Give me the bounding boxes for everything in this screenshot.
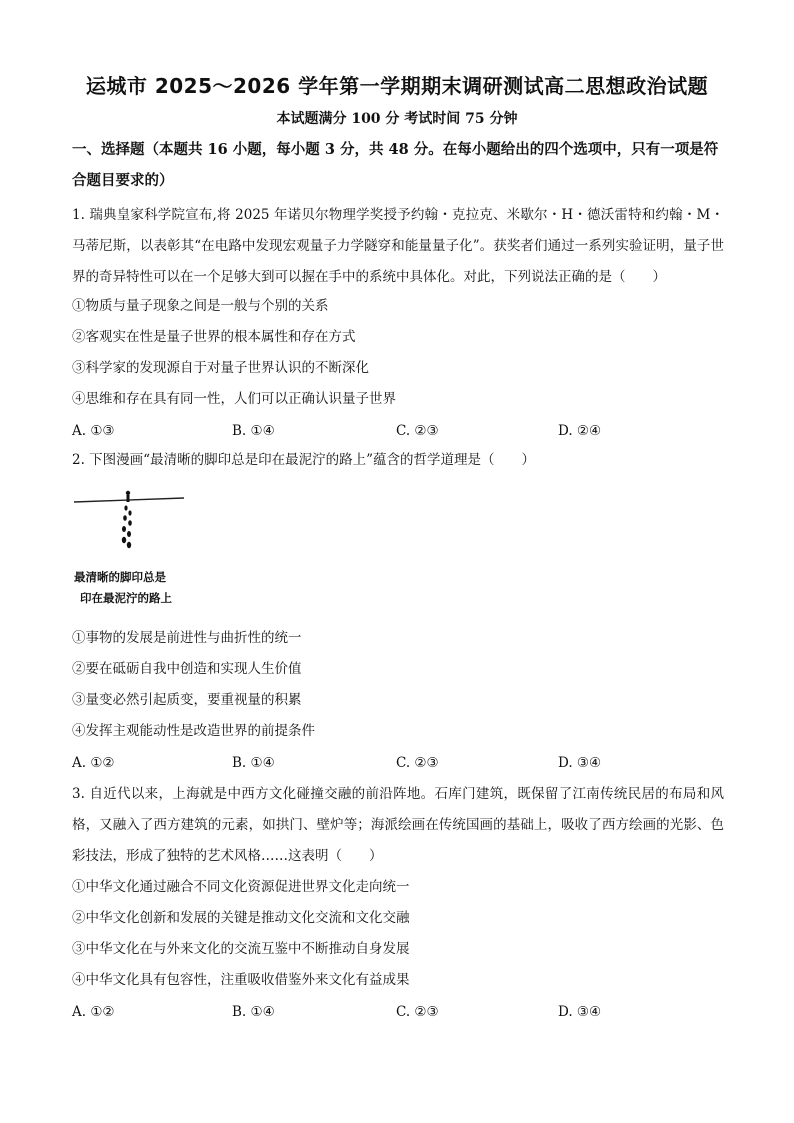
- exam-subtitle: 本试题满分 100 分 考试时间 75 分钟: [276, 111, 518, 127]
- question-1-choice-a[interactable]: A. ①③: [72, 423, 115, 439]
- question-3-choice-d[interactable]: D. ③④: [558, 1004, 602, 1020]
- question-2-option-3: ③量变必然引起质变，要重视量的积累: [72, 692, 302, 708]
- question-3-option-2: ②中华文化创新和发展的关键是推动文化交流和文化交融: [72, 910, 410, 926]
- question-1-choices: [72, 421, 732, 441]
- question-2-option-4: ④发挥主观能动性是改造世界的前提条件: [72, 723, 315, 739]
- question-2-option-2: ②要在砥砺自我中创造和实现人生价值: [72, 661, 302, 677]
- question-2-stem: 2. 下图漫画“最清晰的脚印总是印在最泥泞的路上”蕴含的哲学道理是（ ）: [72, 452, 535, 468]
- question-1-choice-c[interactable]: C. ②③: [396, 423, 439, 439]
- question-3-option-4: ④中华文化具有包容性，注重吸收借鉴外来文化有益成果: [72, 972, 410, 988]
- question-1-choice-b[interactable]: B. ①④: [232, 423, 275, 439]
- question-2-option-1: ①事物的发展是前进性与曲折性的统一: [72, 630, 302, 646]
- question-2-choice-a[interactable]: A. ①②: [72, 755, 115, 771]
- question-1-stem: 1. 瑞典皇家科学院宣布,将 2025 年诺贝尔物理学奖授予约翰・克拉克、米歇尔・H・德沃雷特和约翰・M・马蒂尼斯，以表彰其“在电路中发现宏观量子力学隧穿和能量量子化”。获奖者们通过一系列实验证明，量子世界的奇异特性可以在一个足够大到可以握在手中的系统中具体化。对此，下列说法正确的是（ ）: [72, 207, 724, 285]
- question-3-choice-a[interactable]: A. ①②: [72, 1004, 115, 1020]
- comic-image: [72, 484, 192, 614]
- question-1-option-2: ②客观实在性是量子世界的根本属性和存在方式: [72, 329, 356, 345]
- question-1-option-1: ①物质与量子现象之间是一般与个别的关系: [72, 298, 329, 314]
- question-1-choice-d[interactable]: D. ②④: [558, 423, 602, 439]
- question-3-choice-b[interactable]: B. ①④: [232, 1004, 275, 1020]
- question-3-choice-c[interactable]: C. ②③: [396, 1004, 439, 1020]
- exam-title: 运城市 2025～2026 学年第一学期期末调研测试高二思想政治试题: [85, 74, 709, 98]
- question-3-choices: [72, 1002, 732, 1022]
- question-3-stem: 3. 自近代以来，上海就是中西方文化碰撞交融的前沿阵地。石库门建筑，既保留了江南传统民居的布局和风格，又融入了西方建筑的元素，如拱门、壁炉等；海派绘画在传统国画的基础上，吸收了西方绘画的光影、色彩技法，形成了独特的艺术风格……这表明（ ）: [72, 786, 724, 864]
- question-2-choices: [72, 753, 732, 773]
- question-3-option-1: ①中华文化通过融合不同文化资源促进世界文化走向统一: [72, 879, 410, 895]
- comic-drawing: [72, 484, 192, 614]
- question-3-option-3: ③中华文化在与外来文化的交流互鉴中不断推动自身发展: [72, 941, 410, 957]
- question-1-option-3: ③科学家的发现源自于对量子世界认识的不断深化: [72, 360, 369, 376]
- question-1-option-4: ④思维和存在具有同一性，人们可以正确认识量子世界: [72, 391, 396, 407]
- question-2-choice-d[interactable]: D. ③④: [558, 755, 602, 771]
- section-header: 一、选择题（本题共 16 小题，每小题 3 分，共 48 分。在每小题给出的四个选项中，只有一项是符合题目要求的）: [72, 141, 719, 189]
- question-2-choice-c[interactable]: C. ②③: [396, 755, 439, 771]
- comic-caption-line-1: 最清晰的脚印总是: [74, 570, 166, 584]
- comic-caption-line-2: 印在最泥泞的路上: [80, 591, 172, 605]
- question-2-choice-b[interactable]: B. ①④: [232, 755, 275, 771]
